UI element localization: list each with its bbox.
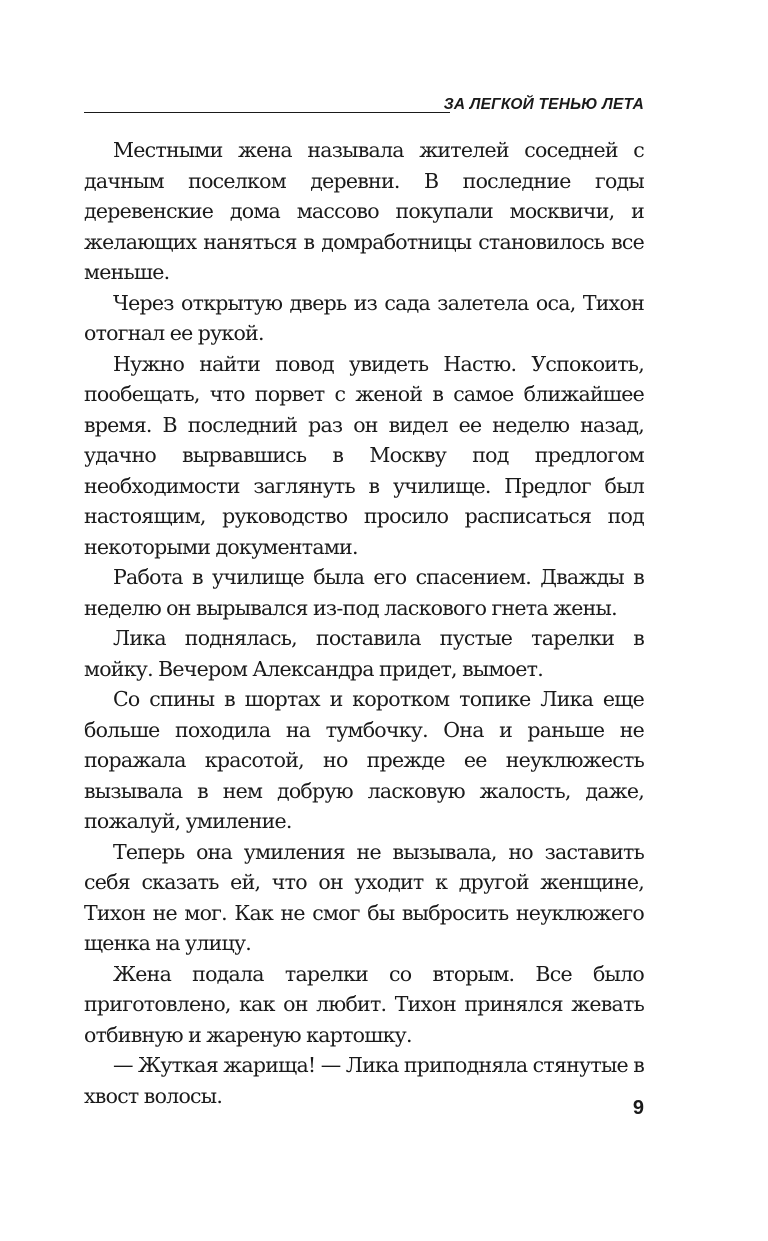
page-number: 9 <box>632 1097 644 1119</box>
paragraph: — Жуткая жарища! — Лика приподняла стянутые в хвост волосы. <box>84 1053 644 1108</box>
paragraph: Жена подала тарелки со вторым. Все было приготовлено, как он любит. Тихон принялся жевать отбивную и жареную картошку. <box>84 961 644 1047</box>
paragraph: Лика поднялась, поставила пустые тарелки в мойку. Вечером Александра придет, вымоет. <box>84 626 644 681</box>
paragraph: Со спины в шортах и коротком топике Лика еще больше походила на тумбочку. Она и раньше не поражала красотой, но прежде ее неуклюжесть вызывала в нем добрую ласковую жалость, даже, пожалуй, умиление. <box>84 687 644 833</box>
paragraph: Через открытую дверь из сада залетела оса, Тихон отогнал ее рукой. <box>84 290 644 345</box>
paragraph: Работа в училище была его спасением. Дважды в неделю он вырывался из-под ласкового гнета жены. <box>84 565 644 620</box>
body-text <box>84 135 644 1111</box>
running-title: ЗА ЛЕГКОЙ ТЕНЬЮ ЛЕТА <box>443 96 644 113</box>
paragraph: Нужно найти повод увидеть Настю. Успокоить, пообещать, что порвет с женой в самое ближайшее время. В последний раз он видел ее неделю назад, удачно вырвавшись в Москву под предлогом необходимости заглянуть в училище. Предлог был настоящим, руководство просило расписаться под некоторыми документами. <box>84 351 644 559</box>
running-header <box>84 94 644 116</box>
paragraph: Местными жена называла жителей соседней с дачным поселком деревни. В последние годы деревенские дома массово покупали москвичи, и желающих наняться в домработницы становилось все меньше. <box>84 138 644 284</box>
header-rule <box>84 112 450 113</box>
paragraph: Теперь она умиления не вызывала, но заставить себя сказать ей, что он уходит к другой женщине, Тихон не мог. Как не смог бы выбросить неуклюжего щенка на улицу. <box>84 839 644 955</box>
